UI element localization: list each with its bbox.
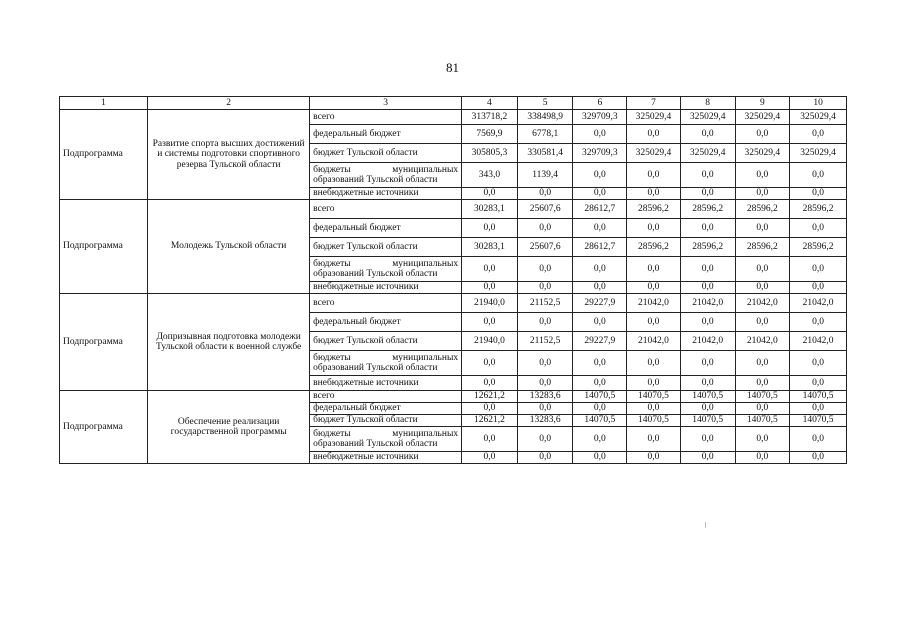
value-cell: 0,0 bbox=[573, 313, 627, 332]
value-cell: 14070,5 bbox=[573, 415, 627, 427]
value-cell: 0,0 bbox=[517, 282, 573, 294]
header-cell: 10 bbox=[790, 97, 847, 110]
value-cell: 13283,6 bbox=[517, 415, 573, 427]
header-cell: 9 bbox=[735, 97, 790, 110]
value-cell: 13283,6 bbox=[517, 391, 573, 403]
value-cell: 305805,3 bbox=[462, 144, 518, 163]
value-cell: 0,0 bbox=[462, 257, 518, 282]
program-name-cell: Молодежь Тульской области bbox=[148, 200, 310, 294]
value-cell: 14070,5 bbox=[790, 415, 847, 427]
funding-source-cell: федеральный бюджет bbox=[310, 403, 462, 415]
table-row bbox=[60, 110, 847, 125]
value-cell: 0,0 bbox=[790, 403, 847, 415]
value-cell: 325029,4 bbox=[790, 110, 847, 125]
value-cell: 0,0 bbox=[790, 351, 847, 376]
value-cell: 0,0 bbox=[680, 188, 735, 200]
value-cell: 0,0 bbox=[790, 452, 847, 464]
value-cell: 0,0 bbox=[790, 313, 847, 332]
value-cell: 0,0 bbox=[573, 376, 627, 391]
funding-source-cell: всего bbox=[310, 200, 462, 219]
value-cell: 0,0 bbox=[735, 427, 790, 452]
header-cell: 8 bbox=[680, 97, 735, 110]
value-cell: 0,0 bbox=[627, 188, 681, 200]
value-cell: 0,0 bbox=[735, 376, 790, 391]
value-cell: 0,0 bbox=[735, 313, 790, 332]
value-cell: 21152,5 bbox=[517, 332, 573, 351]
funding-source-cell: бюджет Тульской области bbox=[310, 238, 462, 257]
value-cell: 21152,5 bbox=[517, 294, 573, 313]
table-body bbox=[60, 110, 847, 464]
value-cell: 0,0 bbox=[462, 188, 518, 200]
value-cell: 0,0 bbox=[680, 376, 735, 391]
value-cell: 0,0 bbox=[627, 125, 681, 144]
value-cell: 1139,4 bbox=[517, 163, 573, 188]
value-cell: 0,0 bbox=[735, 219, 790, 238]
value-cell: 29227,9 bbox=[573, 294, 627, 313]
value-cell: 28596,2 bbox=[735, 200, 790, 219]
value-cell: 0,0 bbox=[680, 163, 735, 188]
value-cell: 0,0 bbox=[517, 219, 573, 238]
value-cell: 0,0 bbox=[627, 313, 681, 332]
value-cell: 12621,2 bbox=[462, 391, 518, 403]
value-cell: 25607,6 bbox=[517, 238, 573, 257]
table-row bbox=[60, 294, 847, 313]
value-cell: 0,0 bbox=[790, 125, 847, 144]
funding-source-cell: бюджет Тульской области bbox=[310, 415, 462, 427]
value-cell: 0,0 bbox=[735, 163, 790, 188]
program-name-cell: Допризывная подготовка молодежи Тульской области к военной службе bbox=[148, 294, 310, 391]
value-cell: 12621,2 bbox=[462, 415, 518, 427]
value-cell: 0,0 bbox=[627, 351, 681, 376]
program-type-cell: Подпрограмма bbox=[60, 391, 148, 464]
value-cell: 0,0 bbox=[462, 313, 518, 332]
value-cell: 330581,4 bbox=[517, 144, 573, 163]
value-cell: 21042,0 bbox=[735, 294, 790, 313]
value-cell: 28612,7 bbox=[573, 200, 627, 219]
value-cell: 0,0 bbox=[573, 219, 627, 238]
value-cell: 14070,5 bbox=[680, 391, 735, 403]
program-type-cell: Подпрограмма bbox=[60, 294, 148, 391]
value-cell: 21042,0 bbox=[790, 294, 847, 313]
funding-source-cell: внебюджетные источники bbox=[310, 376, 462, 391]
value-cell: 0,0 bbox=[462, 376, 518, 391]
value-cell: 0,0 bbox=[573, 427, 627, 452]
funding-source-cell: всего bbox=[310, 110, 462, 125]
page-number: 81 bbox=[446, 60, 459, 75]
value-cell: 325029,4 bbox=[627, 144, 681, 163]
table-row bbox=[60, 200, 847, 219]
value-cell: 0,0 bbox=[680, 125, 735, 144]
value-cell: 6778,1 bbox=[517, 125, 573, 144]
header-cell: 4 bbox=[462, 97, 518, 110]
program-name-cell: Обеспечение реализации государственной программы bbox=[148, 391, 310, 464]
value-cell: 28596,2 bbox=[627, 200, 681, 219]
value-cell: 343,0 bbox=[462, 163, 518, 188]
value-cell: 14070,5 bbox=[735, 415, 790, 427]
value-cell: 0,0 bbox=[517, 376, 573, 391]
value-cell: 21042,0 bbox=[680, 294, 735, 313]
value-cell: 0,0 bbox=[573, 452, 627, 464]
header-cell: 6 bbox=[573, 97, 627, 110]
value-cell: 0,0 bbox=[627, 452, 681, 464]
value-cell: 0,0 bbox=[627, 219, 681, 238]
value-cell: 21940,0 bbox=[462, 294, 518, 313]
value-cell: 0,0 bbox=[680, 427, 735, 452]
program-name-cell: Развитие спорта высших достижений и системы подготовки спортивного резерва Тульской области bbox=[148, 110, 310, 200]
value-cell: 14070,5 bbox=[573, 391, 627, 403]
funding-source-cell: бюджеты муниципальных образований Тульской области bbox=[310, 427, 462, 452]
value-cell: 7569,9 bbox=[462, 125, 518, 144]
value-cell: 0,0 bbox=[735, 125, 790, 144]
funding-source-cell: всего bbox=[310, 391, 462, 403]
value-cell: 0,0 bbox=[680, 403, 735, 415]
value-cell: 21042,0 bbox=[680, 332, 735, 351]
funding-source-cell: бюджеты муниципальных образований Тульской области bbox=[310, 257, 462, 282]
value-cell: 325029,4 bbox=[735, 144, 790, 163]
value-cell: 28596,2 bbox=[790, 200, 847, 219]
value-cell: 313718,2 bbox=[462, 110, 518, 125]
funding-source-cell: федеральный бюджет bbox=[310, 313, 462, 332]
value-cell: 25607,6 bbox=[517, 200, 573, 219]
value-cell: 0,0 bbox=[517, 403, 573, 415]
value-cell: 0,0 bbox=[462, 282, 518, 294]
header-cell: 5 bbox=[517, 97, 573, 110]
value-cell: 28596,2 bbox=[735, 238, 790, 257]
value-cell: 0,0 bbox=[680, 313, 735, 332]
value-cell: 21940,0 bbox=[462, 332, 518, 351]
funding-source-cell: бюджет Тульской области bbox=[310, 144, 462, 163]
value-cell: 325029,4 bbox=[627, 110, 681, 125]
value-cell: 0,0 bbox=[462, 427, 518, 452]
value-cell: 0,0 bbox=[735, 403, 790, 415]
value-cell: 28596,2 bbox=[790, 238, 847, 257]
value-cell: 338498,9 bbox=[517, 110, 573, 125]
value-cell: 0,0 bbox=[735, 351, 790, 376]
value-cell: 0,0 bbox=[790, 163, 847, 188]
value-cell: 0,0 bbox=[517, 257, 573, 282]
funding-source-cell: бюджет Тульской области bbox=[310, 332, 462, 351]
value-cell: 21042,0 bbox=[790, 332, 847, 351]
value-cell: 0,0 bbox=[462, 403, 518, 415]
funding-source-cell: бюджеты муниципальных образований Тульской области bbox=[310, 351, 462, 376]
value-cell: 0,0 bbox=[573, 188, 627, 200]
value-cell: 0,0 bbox=[790, 257, 847, 282]
value-cell: 0,0 bbox=[627, 282, 681, 294]
value-cell: 14070,5 bbox=[627, 391, 681, 403]
funding-source-cell: внебюджетные источники bbox=[310, 188, 462, 200]
value-cell: 21042,0 bbox=[627, 332, 681, 351]
value-cell: 0,0 bbox=[735, 452, 790, 464]
value-cell: 0,0 bbox=[573, 163, 627, 188]
header-row bbox=[60, 97, 847, 110]
value-cell: 0,0 bbox=[790, 282, 847, 294]
value-cell: 329709,3 bbox=[573, 110, 627, 125]
header-cell: 1 bbox=[60, 97, 148, 110]
value-cell: 0,0 bbox=[462, 351, 518, 376]
value-cell: 0,0 bbox=[735, 188, 790, 200]
value-cell: 21042,0 bbox=[735, 332, 790, 351]
value-cell: 14070,5 bbox=[627, 415, 681, 427]
value-cell: 0,0 bbox=[573, 257, 627, 282]
value-cell: 325029,4 bbox=[680, 110, 735, 125]
header-cell: 3 bbox=[310, 97, 462, 110]
value-cell: 21042,0 bbox=[627, 294, 681, 313]
value-cell: 0,0 bbox=[790, 427, 847, 452]
value-cell: 0,0 bbox=[517, 313, 573, 332]
value-cell: 0,0 bbox=[680, 452, 735, 464]
value-cell: 325029,4 bbox=[735, 110, 790, 125]
funding-source-cell: федеральный бюджет bbox=[310, 125, 462, 144]
value-cell: 0,0 bbox=[627, 403, 681, 415]
value-cell: 30283,1 bbox=[462, 200, 518, 219]
table-row bbox=[60, 391, 847, 403]
value-cell: 28596,2 bbox=[627, 238, 681, 257]
value-cell: 0,0 bbox=[627, 427, 681, 452]
value-cell: 0,0 bbox=[517, 351, 573, 376]
value-cell: 29227,9 bbox=[573, 332, 627, 351]
value-cell: 0,0 bbox=[627, 257, 681, 282]
funding-source-cell: внебюджетные источники bbox=[310, 282, 462, 294]
value-cell: 0,0 bbox=[627, 376, 681, 391]
value-cell: 0,0 bbox=[573, 351, 627, 376]
value-cell: 0,0 bbox=[627, 163, 681, 188]
value-cell: 325029,4 bbox=[790, 144, 847, 163]
value-cell: 0,0 bbox=[790, 376, 847, 391]
value-cell: 0,0 bbox=[680, 282, 735, 294]
value-cell: 0,0 bbox=[735, 282, 790, 294]
funding-source-cell: бюджеты муниципальных образований Тульской области bbox=[310, 163, 462, 188]
value-cell: 14070,5 bbox=[735, 391, 790, 403]
header-cell: 7 bbox=[627, 97, 681, 110]
header-cell: 2 bbox=[148, 97, 310, 110]
value-cell: 30283,1 bbox=[462, 238, 518, 257]
budget-table bbox=[59, 96, 847, 464]
value-cell: 0,0 bbox=[790, 219, 847, 238]
value-cell: 0,0 bbox=[573, 125, 627, 144]
value-cell: 0,0 bbox=[790, 188, 847, 200]
value-cell: 0,0 bbox=[735, 257, 790, 282]
program-type-cell: Подпрограмма bbox=[60, 110, 148, 200]
value-cell: 0,0 bbox=[680, 219, 735, 238]
value-cell: 0,0 bbox=[517, 452, 573, 464]
scan-mark bbox=[705, 522, 706, 528]
value-cell: 28596,2 bbox=[680, 200, 735, 219]
value-cell: 329709,3 bbox=[573, 144, 627, 163]
value-cell: 28596,2 bbox=[680, 238, 735, 257]
value-cell: 0,0 bbox=[462, 219, 518, 238]
value-cell: 0,0 bbox=[517, 188, 573, 200]
program-type-cell: Подпрограмма bbox=[60, 200, 148, 294]
value-cell: 325029,4 bbox=[680, 144, 735, 163]
value-cell: 0,0 bbox=[680, 351, 735, 376]
value-cell: 0,0 bbox=[680, 257, 735, 282]
funding-source-cell: внебюджетные источники bbox=[310, 452, 462, 464]
value-cell: 14070,5 bbox=[680, 415, 735, 427]
value-cell: 0,0 bbox=[573, 403, 627, 415]
funding-source-cell: всего bbox=[310, 294, 462, 313]
value-cell: 28612,7 bbox=[573, 238, 627, 257]
value-cell: 0,0 bbox=[573, 282, 627, 294]
funding-source-cell: федеральный бюджет bbox=[310, 219, 462, 238]
value-cell: 0,0 bbox=[517, 427, 573, 452]
value-cell: 0,0 bbox=[462, 452, 518, 464]
value-cell: 14070,5 bbox=[790, 391, 847, 403]
